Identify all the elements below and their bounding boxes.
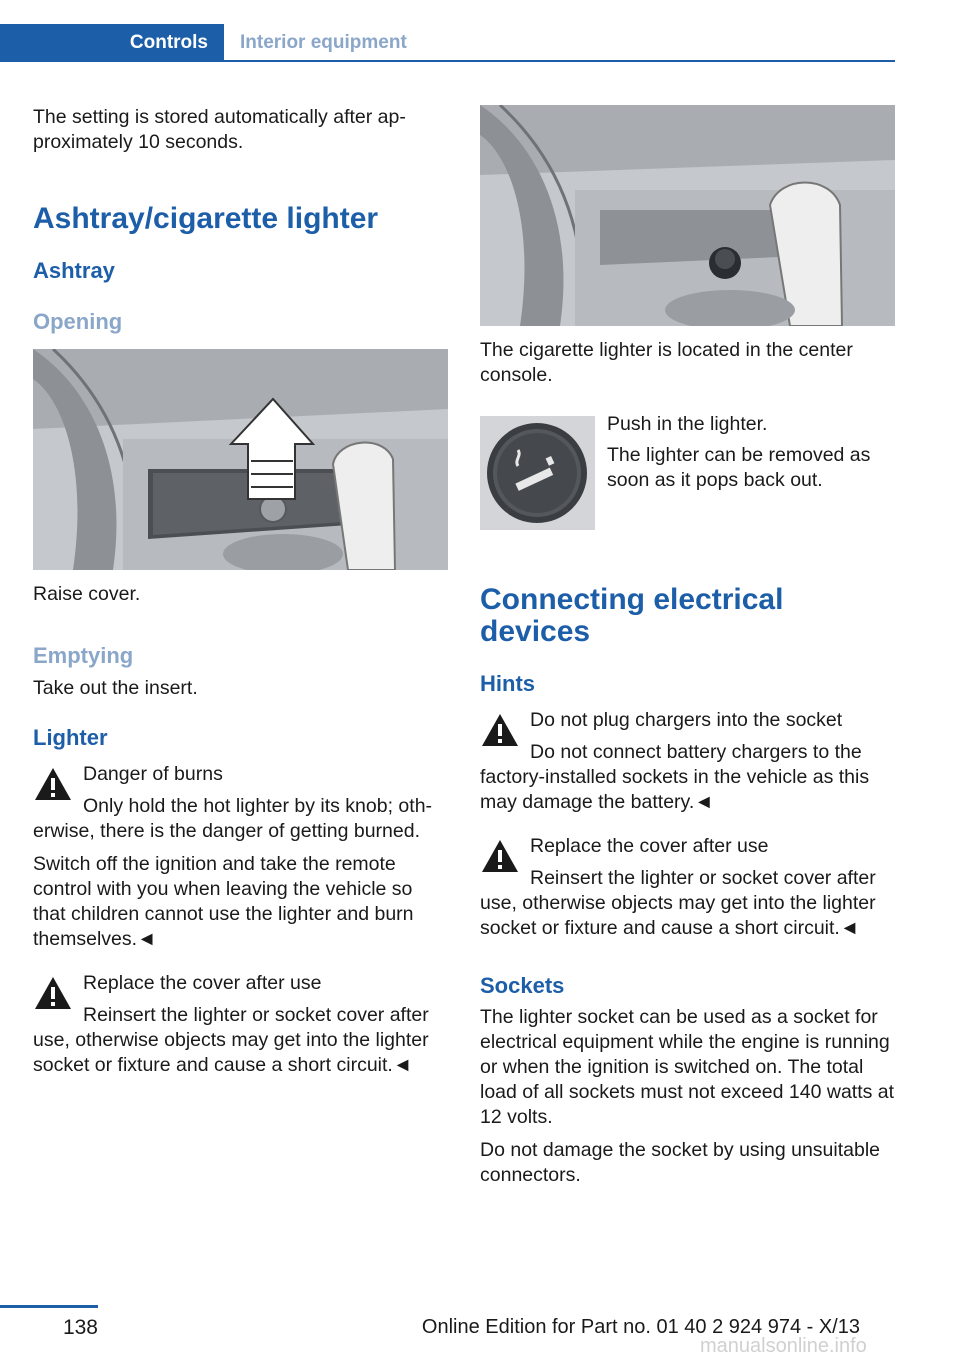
watermark: manualsonline.info	[700, 1335, 867, 1357]
warning-text-burns: Only hold the hot lighter by its knob; otherwise, there is the danger of getting burned.	[33, 795, 433, 842]
warning-title-replace-cover-2: Replace the cover after use	[530, 835, 769, 857]
page-number: 138	[62, 1316, 98, 1339]
warning-text-replace-cover-2: Reinsert the lighter or socket cover after use, otherwise objects may get into the lighter socket or fixture and cause a short circuit.◄	[480, 867, 876, 939]
sockets-paragraph-1: The lighter socket can be used as a socket for electrical equipment while the engine is running or when the ignition is switched on. The total load of all sockets must not exceed 140 watts at 12 volts.	[480, 1006, 895, 1128]
footer-rule	[0, 1305, 98, 1308]
heading-lighter: Lighter	[33, 725, 108, 750]
section-title-connecting-devices: Connecting electrical devices	[480, 583, 784, 648]
section-title-ashtray-lighter: Ashtray/cigarette lighter	[33, 202, 379, 235]
warning-text-chargers: Do not connect battery chargers to the factory-installed sockets in the vehicle as this may damage the battery.◄	[480, 741, 870, 813]
intro-paragraph: The setting is stored automatically after approximately 10 seconds.	[33, 106, 406, 153]
heading-emptying: Emptying	[33, 643, 134, 668]
section-tab-interior-equipment[interactable]: Interior equipment	[240, 32, 407, 53]
lighter-removed-text: The lighter can be removed as soon as it pops back out.	[607, 444, 871, 491]
ashtray-opening-illustration	[33, 349, 448, 570]
heading-hints: Hints	[480, 671, 535, 696]
warning-text-replace-cover: Reinsert the lighter or socket cover after use, otherwise objects may get into the lighter socket or fixture and cause a short circuit.◄	[33, 1004, 429, 1076]
raise-cover-text: Raise cover.	[33, 583, 141, 605]
emptying-text: Take out the insert.	[33, 677, 198, 699]
section-tab-controls[interactable]: Controls	[0, 24, 224, 62]
warning-title-chargers: Do not plug chargers into the socket	[530, 709, 843, 731]
heading-opening: Opening	[33, 309, 123, 334]
heading-ashtray: Ashtray	[33, 258, 115, 283]
heading-sockets: Sockets	[480, 973, 565, 998]
header-rule	[0, 60, 895, 62]
cigarette-lighter-icon	[480, 416, 595, 530]
lighter-button-illustration	[480, 416, 595, 530]
warning-title-burns: Danger of burns	[83, 763, 223, 785]
sockets-paragraph-2: Do not damage the socket by using unsuitable connectors.	[480, 1139, 881, 1186]
push-lighter-text: Push in the lighter.	[607, 413, 768, 435]
lighter-location-text: The cigarette lighter is located in the center console.	[480, 339, 853, 386]
warning-title-replace-cover: Replace the cover after use	[83, 972, 322, 994]
edition-text: Online Edition for Part no. 01 40 2 924 974 - X/13	[421, 1316, 860, 1338]
center-console-illustration	[480, 105, 895, 326]
switch-off-paragraph: Switch off the ignition and take the remote control with you when leaving the vehicle so that children cannot use the lighter and burn themselves.◄	[33, 853, 414, 950]
